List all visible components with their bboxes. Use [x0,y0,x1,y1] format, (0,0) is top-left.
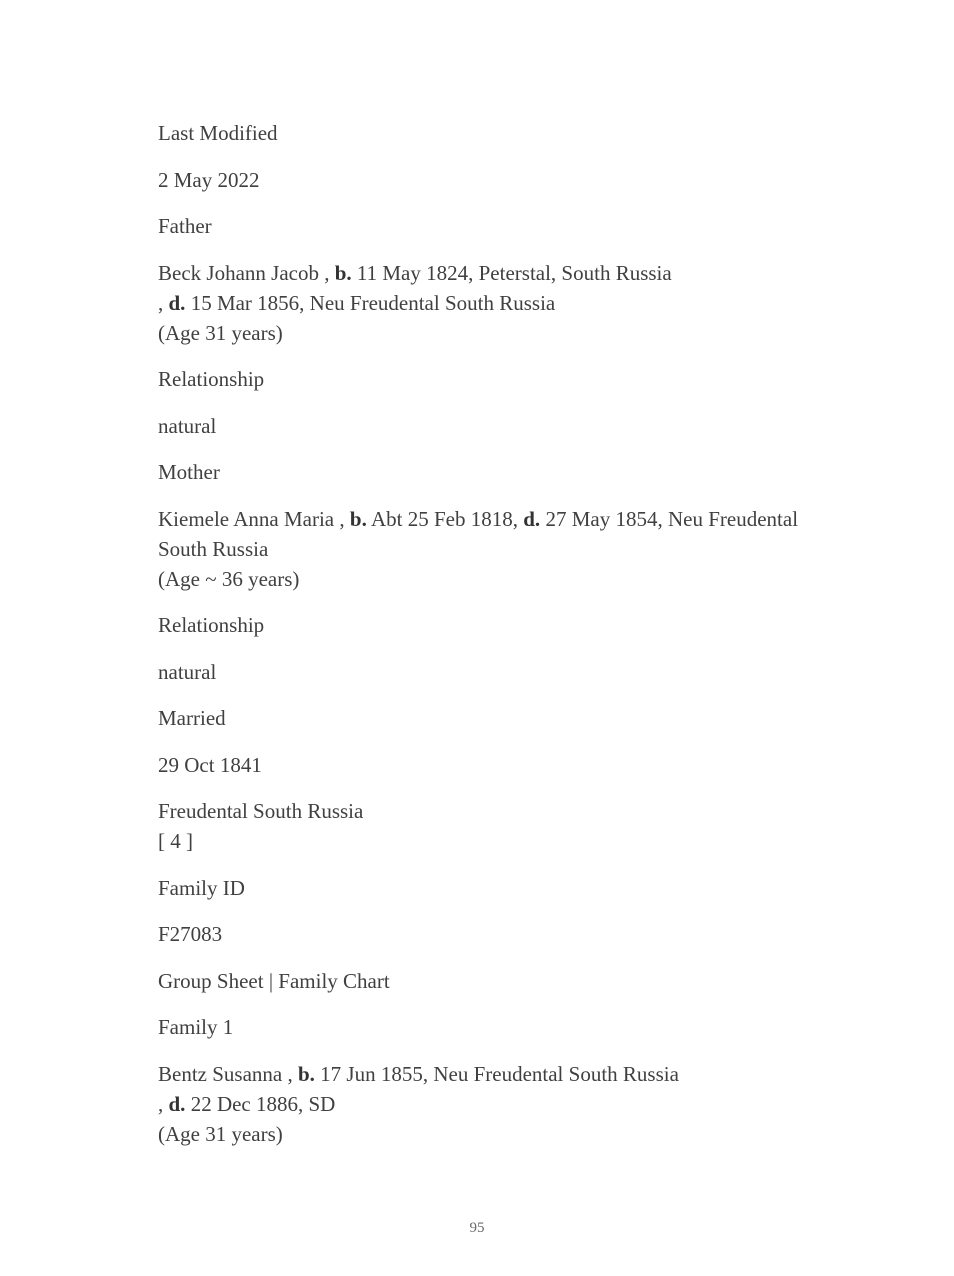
group-sheet-link[interactable]: Group Sheet [158,968,264,993]
mother-age: (Age ~ 36 years) [158,566,300,591]
family-id-value: F27083 [158,922,223,946]
father-label: Father [158,214,212,238]
father-death-label: d. [168,290,186,315]
mother-entry [158,504,798,594]
mother-death: 27 May 1854, Neu Freudental South Russia [158,506,799,561]
father-birth-label: b. [334,260,352,285]
document-body [158,118,798,1165]
spouse-birth: 17 Jun 1855, Neu Freudental South Russia [320,1061,679,1086]
spouse-death-label: d. [168,1091,186,1116]
married-citation-link[interactable]: [ 4 ] [158,829,193,853]
mother-death-label: d. [523,506,541,531]
father-age: (Age 31 years) [158,320,283,345]
married-place-link[interactable]: Freudental South Russia [158,799,364,823]
spouse-death: 22 Dec 1886, SD [190,1091,336,1116]
father-birth: 11 May 1824, Peterstal, South Russia [356,260,672,285]
mother-birth-label: b. [349,506,367,531]
family-chart-link[interactable]: Family Chart [278,968,390,993]
father-entry: Beck Johann Jacob , b. 11 May 1824, Peterstal, South Russia , d. 15 Mar 1856, Neu Freudental South Russia (Age 31 years) [158,260,672,345]
spouse-entry: Bentz Susanna , b. 17 Jun 1855, Neu Freudental South Russia , d. 22 Dec 1886, SD (Age 31 years) [158,1061,679,1146]
mother-line: Kiemele Anna Maria , b. Abt 25 Feb 1818, d. 27 May 1854, Neu Freudental South Russia [158,506,799,561]
father-death: 15 Mar 1856, Neu Freudental South Russia [190,290,556,315]
spouse-birth-label: b. [297,1061,315,1086]
father-relationship-value: natural [158,413,217,438]
link-separator: | [268,968,274,993]
family-1-label: Family 1 [158,1015,234,1039]
spouse-name-link[interactable]: Bentz Susanna [158,1061,283,1086]
family-id-label: Family ID [158,875,245,900]
mother-label: Mother [158,460,220,484]
married-label: Married [158,706,226,730]
father-relationship-label: Relationship [158,367,265,391]
family-links [158,966,798,996]
mother-birth: Abt 25 Feb 1818, [370,506,518,531]
last-modified-label: Last Modified [158,121,278,145]
page-number: 95 [469,1220,485,1236]
mother-relationship-label: Relationship [158,613,265,637]
last-modified-value: 2 May 2022 [158,167,260,192]
mother-relationship-value: natural [158,659,217,684]
mother-name-link[interactable]: Kiemele Anna Maria [158,506,335,531]
married-date: 29 Oct 1841 [158,752,262,777]
father-name-link[interactable]: Beck Johann Jacob [158,260,319,285]
spouse-age: (Age 31 years) [158,1121,283,1146]
married-place-entry [158,796,798,856]
